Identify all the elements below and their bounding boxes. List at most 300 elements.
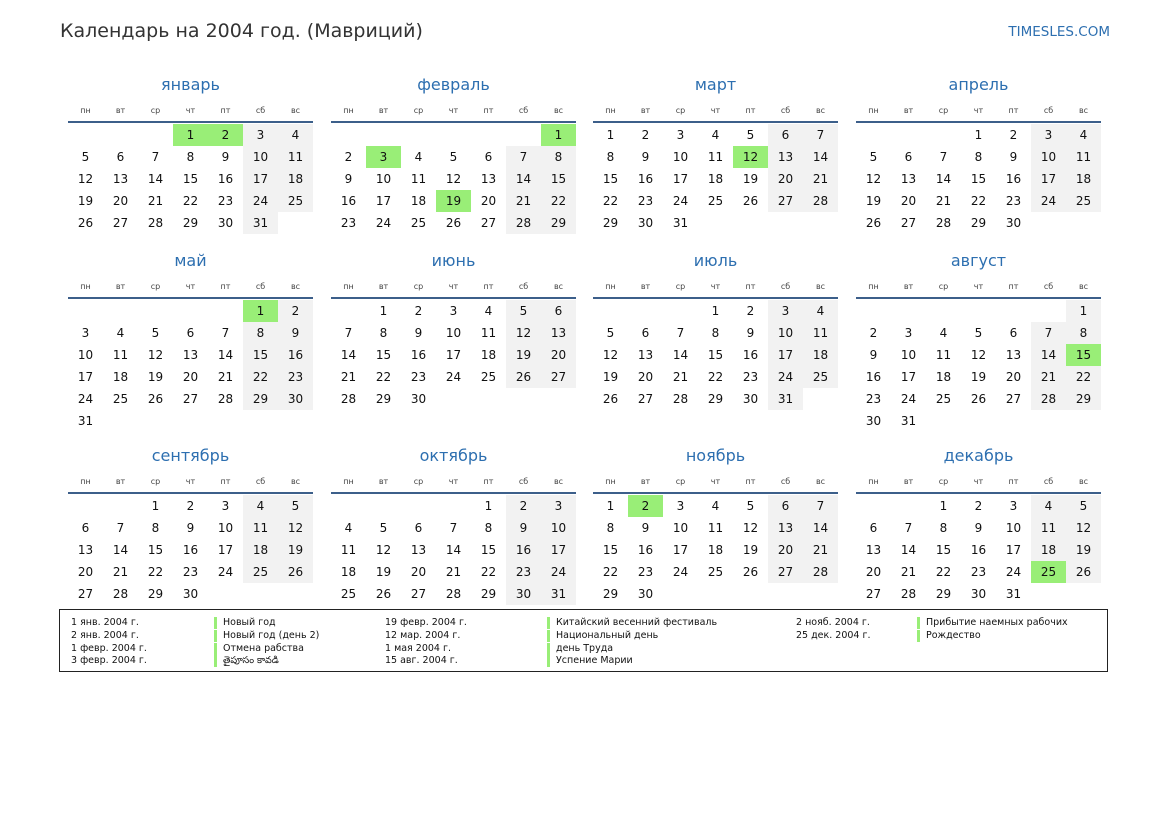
weekday-label: чт — [185, 477, 196, 486]
day-cell: 8 — [711, 326, 720, 340]
day-cell: 3 — [676, 499, 685, 513]
day-cell: 20 — [1005, 370, 1022, 384]
month-rule — [68, 492, 313, 494]
month-name: июнь — [431, 251, 476, 270]
day-cell: 4 — [803, 300, 838, 322]
weekday-label: сб — [780, 477, 791, 486]
day-cell: 18 — [480, 348, 497, 362]
month-name: апрель — [948, 75, 1009, 94]
day-cell: 6 — [484, 150, 493, 164]
day-cell: 18 — [1031, 539, 1066, 561]
day-cell: 20 — [865, 565, 882, 579]
day-cell: 26 — [278, 561, 313, 583]
weekday-label: ср — [413, 477, 424, 486]
day-cell: 30 — [1005, 216, 1022, 230]
day-cell: 13 — [768, 517, 803, 539]
day-cell: 14 — [147, 172, 164, 186]
holiday-day-cell: 1 — [173, 124, 208, 146]
day-cell: 2 — [278, 300, 313, 322]
day-cell: 29 — [970, 216, 987, 230]
day-cell: 1 — [606, 128, 615, 142]
day-cell: 2 — [344, 150, 353, 164]
day-cell: 5 — [746, 128, 755, 142]
day-cell: 16 — [637, 543, 654, 557]
day-cell: 18 — [278, 168, 313, 190]
day-cell: 5 — [974, 326, 983, 340]
day-cell: 9 — [641, 521, 650, 535]
day-cell: 26 — [375, 587, 392, 601]
day-cell: 8 — [541, 146, 576, 168]
weekday-label: пн — [868, 282, 879, 291]
day-cell: 17 — [445, 348, 462, 362]
day-cell: 18 — [707, 543, 724, 557]
day-cell: 23 — [637, 565, 654, 579]
day-cell: 9 — [278, 322, 313, 344]
day-cell: 3 — [243, 124, 278, 146]
day-cell: 19 — [77, 194, 94, 208]
weekday-label: сб — [255, 477, 266, 486]
day-cell: 9 — [221, 150, 230, 164]
weekday-label: ср — [150, 477, 161, 486]
weekday-label: пн — [80, 106, 91, 115]
day-cell: 20 — [480, 194, 497, 208]
day-cell: 28 — [803, 190, 838, 212]
day-cell: 17 — [900, 370, 917, 384]
day-cell: 31 — [541, 583, 576, 605]
day-cell: 3 — [1009, 499, 1018, 513]
day-cell: 4 — [711, 499, 720, 513]
weekday-label: вт — [903, 282, 914, 291]
day-cell: 11 — [707, 521, 724, 535]
day-cell: 25 — [1066, 190, 1101, 212]
weekday-label: чт — [973, 282, 984, 291]
day-cell: 10 — [672, 521, 689, 535]
day-cell: 11 — [112, 348, 129, 362]
day-cell: 29 — [480, 587, 497, 601]
day-cell: 12 — [445, 172, 462, 186]
day-cell: 23 — [340, 216, 357, 230]
weekday-label: вт — [115, 282, 126, 291]
weekday-label: сб — [1043, 282, 1054, 291]
day-cell: 5 — [1066, 495, 1101, 517]
month-name: май — [174, 251, 207, 270]
day-cell: 24 — [541, 561, 576, 583]
weekday-label: ср — [938, 282, 949, 291]
day-cell: 10 — [672, 150, 689, 164]
month-name: январь — [161, 75, 220, 94]
day-cell: 14 — [112, 543, 129, 557]
day-cell: 21 — [217, 370, 234, 384]
day-cell: 29 — [375, 392, 392, 406]
weekday-label: вт — [378, 282, 389, 291]
holiday-date: 25 дек. 2004 г. — [796, 629, 871, 641]
day-cell: 16 — [1005, 172, 1022, 186]
day-cell: 21 — [445, 565, 462, 579]
day-cell: 3 — [904, 326, 913, 340]
weekday-label: пт — [745, 106, 756, 115]
day-cell: 23 — [217, 194, 234, 208]
day-cell: 7 — [151, 150, 160, 164]
day-cell: 29 — [243, 388, 278, 410]
day-cell: 4 — [1031, 495, 1066, 517]
day-cell: 11 — [340, 543, 357, 557]
day-cell: 23 — [506, 561, 541, 583]
day-cell: 22 — [1066, 366, 1101, 388]
day-cell: 15 — [541, 168, 576, 190]
holiday-day-cell: 1 — [541, 124, 576, 146]
day-cell: 11 — [278, 146, 313, 168]
day-cell: 13 — [112, 172, 129, 186]
day-cell: 23 — [182, 565, 199, 579]
day-cell: 8 — [186, 150, 195, 164]
day-cell: 9 — [186, 521, 195, 535]
weekday-label: чт — [448, 106, 459, 115]
day-cell: 16 — [637, 172, 654, 186]
day-cell: 11 — [480, 326, 497, 340]
day-cell: 17 — [243, 168, 278, 190]
month-rule — [68, 121, 313, 123]
day-cell: 22 — [970, 194, 987, 208]
day-cell: 13 — [77, 543, 94, 557]
day-cell: 6 — [1009, 326, 1018, 340]
day-cell: 13 — [480, 172, 497, 186]
day-cell: 26 — [865, 216, 882, 230]
day-cell: 1 — [711, 304, 720, 318]
day-cell: 24 — [375, 216, 392, 230]
day-cell: 6 — [186, 326, 195, 340]
month-rule — [331, 121, 576, 123]
day-cell: 10 — [445, 326, 462, 340]
day-cell: 30 — [182, 587, 199, 601]
weekday-label: пт — [1008, 282, 1019, 291]
weekday-label: вт — [115, 477, 126, 486]
day-cell: 16 — [182, 543, 199, 557]
day-cell: 30 — [410, 392, 427, 406]
day-cell: 4 — [243, 495, 278, 517]
day-cell: 31 — [1005, 587, 1022, 601]
day-cell: 4 — [116, 326, 125, 340]
day-cell: 5 — [151, 326, 160, 340]
holiday-date: 1 мая 2004 г. — [385, 642, 451, 654]
day-cell: 7 — [904, 521, 913, 535]
weekday-label: вт — [115, 106, 126, 115]
day-cell: 1 — [484, 499, 493, 513]
day-cell: 31 — [243, 212, 278, 234]
day-cell: 13 — [410, 543, 427, 557]
day-cell: 12 — [865, 172, 882, 186]
weekday-label: ср — [938, 477, 949, 486]
month-rule — [856, 121, 1101, 123]
day-cell: 17 — [217, 543, 234, 557]
weekday-label: пт — [220, 282, 231, 291]
weekday-label: вс — [290, 106, 301, 115]
day-cell: 22 — [602, 194, 619, 208]
day-cell: 7 — [344, 326, 353, 340]
day-cell: 12 — [1066, 517, 1101, 539]
weekday-label: пт — [1008, 477, 1019, 486]
weekday-label: пн — [605, 106, 616, 115]
weekday-label: вт — [640, 106, 651, 115]
day-cell: 5 — [81, 150, 90, 164]
day-cell: 22 — [375, 370, 392, 384]
day-cell: 19 — [1066, 539, 1101, 561]
day-cell: 18 — [803, 344, 838, 366]
day-cell: 20 — [900, 194, 917, 208]
day-cell: 15 — [970, 172, 987, 186]
day-cell: 11 — [707, 150, 724, 164]
weekday-label: пн — [343, 282, 354, 291]
month-rule — [331, 492, 576, 494]
day-cell: 28 — [1031, 388, 1066, 410]
day-cell: 19 — [278, 539, 313, 561]
day-cell: 20 — [768, 539, 803, 561]
day-cell: 16 — [340, 194, 357, 208]
month-name: декабрь — [943, 446, 1014, 465]
day-cell: 27 — [900, 216, 917, 230]
day-cell: 26 — [742, 194, 759, 208]
day-cell: 7 — [803, 124, 838, 146]
day-cell: 24 — [217, 565, 234, 579]
day-cell: 22 — [480, 565, 497, 579]
site-link[interactable]: TIMESLES.COM — [1008, 24, 1110, 40]
day-cell: 31 — [768, 388, 803, 410]
month-rule — [68, 297, 313, 299]
day-cell: 29 — [935, 587, 952, 601]
day-cell: 17 — [1031, 168, 1066, 190]
day-cell: 1 — [974, 128, 983, 142]
day-cell: 27 — [410, 587, 427, 601]
weekday-label: пт — [745, 282, 756, 291]
weekday-label: ср — [150, 106, 161, 115]
holiday-name: день Труда — [547, 643, 613, 655]
weekday-label: ср — [675, 477, 686, 486]
day-cell: 8 — [606, 150, 615, 164]
day-cell: 22 — [147, 565, 164, 579]
day-cell: 28 — [112, 587, 129, 601]
day-cell: 16 — [410, 348, 427, 362]
day-cell: 28 — [445, 587, 462, 601]
month-rule — [593, 121, 838, 123]
day-cell: 18 — [935, 370, 952, 384]
day-cell: 23 — [970, 565, 987, 579]
day-cell: 20 — [77, 565, 94, 579]
day-cell: 10 — [768, 322, 803, 344]
day-cell: 3 — [1031, 124, 1066, 146]
day-cell: 15 — [243, 344, 278, 366]
holiday-date: 19 февр. 2004 г. — [385, 617, 467, 628]
day-cell: 28 — [672, 392, 689, 406]
day-cell: 26 — [970, 392, 987, 406]
day-cell: 9 — [506, 517, 541, 539]
weekday-label: ср — [413, 282, 424, 291]
day-cell: 24 — [243, 190, 278, 212]
day-cell: 19 — [742, 543, 759, 557]
day-cell: 27 — [637, 392, 654, 406]
day-cell: 25 — [803, 366, 838, 388]
day-cell: 17 — [541, 539, 576, 561]
day-cell: 29 — [602, 216, 619, 230]
day-cell: 17 — [77, 370, 94, 384]
day-cell: 7 — [221, 326, 230, 340]
day-cell: 6 — [414, 521, 423, 535]
day-cell: 1 — [379, 304, 388, 318]
day-cell: 16 — [970, 543, 987, 557]
weekday-label: пн — [868, 106, 879, 115]
day-cell: 24 — [900, 392, 917, 406]
day-cell: 14 — [217, 348, 234, 362]
weekday-label: вт — [378, 106, 389, 115]
weekday-label: сб — [1043, 106, 1054, 115]
day-cell: 25 — [707, 565, 724, 579]
day-cell: 18 — [340, 565, 357, 579]
weekday-label: пт — [483, 282, 494, 291]
weekday-label: вс — [553, 282, 564, 291]
weekday-label: сб — [255, 282, 266, 291]
day-cell: 24 — [77, 392, 94, 406]
day-cell: 17 — [1005, 543, 1022, 557]
weekday-label: ср — [938, 106, 949, 115]
day-cell: 11 — [935, 348, 952, 362]
day-cell: 28 — [900, 587, 917, 601]
weekday-label: вт — [640, 477, 651, 486]
day-cell: 17 — [672, 172, 689, 186]
day-cell: 28 — [803, 561, 838, 583]
day-cell: 26 — [506, 366, 541, 388]
day-cell: 14 — [340, 348, 357, 362]
day-cell: 30 — [865, 414, 882, 428]
day-cell: 5 — [278, 495, 313, 517]
holiday-name: Успение Марии — [547, 655, 633, 667]
weekday-label: пн — [80, 282, 91, 291]
day-cell: 11 — [1031, 517, 1066, 539]
day-cell: 12 — [602, 348, 619, 362]
weekday-label: вс — [815, 477, 826, 486]
weekday-label: чт — [448, 477, 459, 486]
day-cell: 27 — [77, 587, 94, 601]
day-cell: 8 — [606, 521, 615, 535]
day-cell: 12 — [147, 348, 164, 362]
day-cell: 1 — [151, 499, 160, 513]
day-cell: 13 — [900, 172, 917, 186]
holiday-name: Новый год — [214, 617, 276, 629]
weekday-label: сб — [255, 106, 266, 115]
month-name: октябрь — [419, 446, 488, 465]
weekday-label: пт — [220, 106, 231, 115]
day-cell: 28 — [340, 392, 357, 406]
day-cell: 15 — [147, 543, 164, 557]
weekday-label: пт — [1008, 106, 1019, 115]
day-cell: 9 — [641, 150, 650, 164]
day-cell: 16 — [217, 172, 234, 186]
day-cell: 5 — [746, 499, 755, 513]
day-cell: 10 — [243, 146, 278, 168]
weekday-label: ср — [413, 106, 424, 115]
day-cell: 28 — [506, 212, 541, 234]
weekday-label: вс — [1078, 477, 1089, 486]
day-cell: 20 — [768, 168, 803, 190]
day-cell: 3 — [541, 495, 576, 517]
day-cell: 14 — [445, 543, 462, 557]
day-cell: 4 — [344, 521, 353, 535]
day-cell: 18 — [707, 172, 724, 186]
weekday-label: пт — [220, 477, 231, 486]
holiday-name: Новый год (день 2) — [214, 630, 319, 642]
day-cell: 9 — [1009, 150, 1018, 164]
weekday-label: чт — [710, 282, 721, 291]
holiday-day-cell: 12 — [733, 146, 768, 168]
day-cell: 1 — [939, 499, 948, 513]
day-cell: 10 — [1005, 521, 1022, 535]
month-name: сентябрь — [151, 446, 230, 465]
day-cell: 27 — [541, 366, 576, 388]
day-cell: 11 — [243, 517, 278, 539]
month-rule — [856, 492, 1101, 494]
day-cell: 18 — [243, 539, 278, 561]
weekday-label: пн — [605, 477, 616, 486]
day-cell: 9 — [974, 521, 983, 535]
day-cell: 23 — [1005, 194, 1022, 208]
weekday-label: вт — [640, 282, 651, 291]
day-cell: 2 — [641, 128, 650, 142]
day-cell: 11 — [1066, 146, 1101, 168]
day-cell: 25 — [410, 216, 427, 230]
day-cell: 28 — [935, 216, 952, 230]
day-cell: 6 — [641, 326, 650, 340]
day-cell: 24 — [768, 366, 803, 388]
holiday-date: 12 мар. 2004 г. — [385, 629, 461, 641]
day-cell: 2 — [414, 304, 423, 318]
day-cell: 2 — [186, 499, 195, 513]
day-cell: 31 — [900, 414, 917, 428]
day-cell: 22 — [541, 190, 576, 212]
day-cell: 22 — [935, 565, 952, 579]
weekday-label: пн — [605, 282, 616, 291]
day-cell: 25 — [112, 392, 129, 406]
day-cell: 13 — [1005, 348, 1022, 362]
day-cell: 30 — [637, 587, 654, 601]
weekday-label: чт — [710, 477, 721, 486]
day-cell: 18 — [410, 194, 427, 208]
day-cell: 14 — [506, 168, 541, 190]
weekday-label: сб — [518, 282, 529, 291]
day-cell: 6 — [116, 150, 125, 164]
day-cell: 22 — [707, 370, 724, 384]
day-cell: 26 — [445, 216, 462, 230]
day-cell: 10 — [77, 348, 94, 362]
day-cell: 30 — [278, 388, 313, 410]
day-cell: 8 — [974, 150, 983, 164]
day-cell: 26 — [1066, 561, 1101, 583]
weekday-label: ср — [675, 282, 686, 291]
day-cell: 7 — [116, 521, 125, 535]
day-cell: 25 — [340, 587, 357, 601]
day-cell: 15 — [182, 172, 199, 186]
day-cell: 26 — [147, 392, 164, 406]
day-cell: 3 — [449, 304, 458, 318]
month-name: август — [950, 251, 1007, 270]
day-cell: 19 — [742, 172, 759, 186]
weekday-label: чт — [973, 477, 984, 486]
day-cell: 9 — [414, 326, 423, 340]
day-cell: 20 — [112, 194, 129, 208]
holiday-day-cell: 3 — [366, 146, 401, 168]
day-cell: 17 — [768, 344, 803, 366]
day-cell: 27 — [182, 392, 199, 406]
day-cell: 12 — [278, 517, 313, 539]
day-cell: 15 — [707, 348, 724, 362]
day-cell: 22 — [182, 194, 199, 208]
day-cell: 21 — [900, 565, 917, 579]
